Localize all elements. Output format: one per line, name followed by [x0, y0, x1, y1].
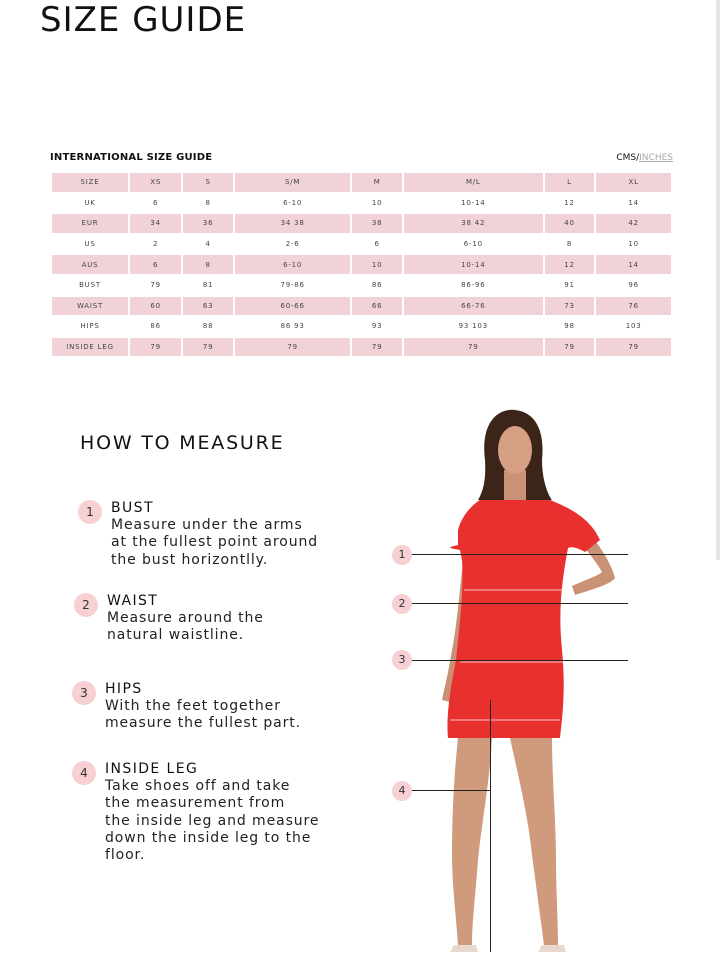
size-cell: 79 — [545, 338, 595, 357]
size-cell: 66-76 — [404, 297, 543, 316]
size-cell: 6 — [130, 255, 181, 274]
size-cell: XL — [596, 173, 671, 192]
size-cell: 81 — [183, 276, 233, 295]
size-cell: 10-14 — [404, 255, 543, 274]
size-cell: 79 — [235, 338, 350, 357]
hips-guide-line — [412, 660, 628, 661]
size-cell: 8 — [545, 235, 595, 254]
size-cell: M — [352, 173, 402, 192]
size-cell: 6-10 — [235, 194, 350, 213]
step-heading: BUST — [111, 500, 154, 516]
figure-marker-bust: 1 — [392, 545, 412, 565]
size-cell: XS — [130, 173, 181, 192]
size-cell: 34 38 — [235, 214, 350, 233]
model-illustration — [380, 400, 680, 960]
size-cell: 79 — [130, 338, 181, 357]
size-cell: 79 — [352, 338, 402, 357]
row-label: EUR — [52, 214, 128, 233]
size-cell: 86-96 — [404, 276, 543, 295]
size-cell: L — [545, 173, 595, 192]
row-label: UK — [52, 194, 128, 213]
step-number-badge: 1 — [78, 500, 102, 524]
size-cell: 40 — [545, 214, 595, 233]
size-cell: 12 — [545, 255, 595, 274]
size-cell: 76 — [596, 297, 671, 316]
size-table — [50, 171, 673, 358]
size-cell: M/L — [404, 173, 543, 192]
size-cell: 98 — [545, 317, 595, 336]
size-cell: 6 — [130, 194, 181, 213]
row-label: INSIDE LEG — [52, 338, 128, 357]
size-cell: 8 — [183, 194, 233, 213]
waist-guide-line — [412, 603, 628, 604]
size-cell: 2-6 — [235, 235, 350, 254]
step-number-badge: 2 — [74, 593, 98, 617]
step-number-badge: 3 — [72, 681, 96, 705]
size-cell: 86 — [130, 317, 181, 336]
size-cell: 42 — [596, 214, 671, 233]
model-figure — [380, 400, 680, 960]
size-cell: 93 103 — [404, 317, 543, 336]
red-dress — [447, 500, 600, 738]
size-row-eur — [52, 214, 671, 233]
size-cell: 103 — [596, 317, 671, 336]
size-row-inside-leg — [52, 338, 671, 357]
step-description: Measure under the arms at the fullest point around the bust horizontlly. — [111, 517, 319, 568]
step-heading: WAIST — [107, 593, 159, 609]
figure-marker-waist: 2 — [392, 594, 412, 614]
size-cell: 96 — [596, 276, 671, 295]
size-cell: 79 — [130, 276, 181, 295]
size-cell: S/M — [235, 173, 350, 192]
bust-guide-line — [412, 554, 628, 555]
size-cell: 79 — [596, 338, 671, 357]
unit-cms[interactable]: CMS — [616, 153, 637, 163]
size-cell: 14 — [596, 255, 671, 274]
row-label: HIPS — [52, 317, 128, 336]
figure-marker-inside-leg: 4 — [392, 781, 412, 801]
size-cell: 86 93 — [235, 317, 350, 336]
size-cell: 60-66 — [235, 297, 350, 316]
figure-marker-hips: 3 — [392, 650, 412, 670]
row-label: US — [52, 235, 128, 254]
size-cell: 79 — [183, 338, 233, 357]
size-cell: 14 — [596, 194, 671, 213]
step-heading: INSIDE LEG — [105, 761, 199, 777]
size-cell: 86 — [352, 276, 402, 295]
size-row-aus — [52, 255, 671, 274]
row-label: WAIST — [52, 297, 128, 316]
inside-leg-guide-line — [412, 790, 490, 791]
size-cell: 93 — [352, 317, 402, 336]
row-label: AUS — [52, 255, 128, 274]
size-cell: 6 — [352, 235, 402, 254]
size-cell: 79 — [404, 338, 543, 357]
unit-separator: / — [636, 153, 640, 163]
size-cell: 73 — [545, 297, 595, 316]
size-cell: 6-10 — [235, 255, 350, 274]
step-heading: HIPS — [105, 681, 143, 697]
size-cell: 63 — [183, 297, 233, 316]
size-cell: 12 — [545, 194, 595, 213]
size-cell: 66 — [352, 297, 402, 316]
size-cell: 38 42 — [404, 214, 543, 233]
size-cell: 4 — [183, 235, 233, 254]
size-cell: 60 — [130, 297, 181, 316]
size-cell: 10 — [596, 235, 671, 254]
size-cell: 2 — [130, 235, 181, 254]
inside-leg-vertical-line — [490, 700, 491, 952]
size-row-waist — [52, 297, 671, 316]
size-row-uk — [52, 194, 671, 213]
step-description: With the feet together measure the fullest part. — [105, 698, 302, 732]
step-number-badge: 4 — [72, 761, 96, 785]
size-row-us — [52, 235, 671, 254]
page-title: SIZE GUIDE — [40, 0, 247, 40]
size-cell: 10-14 — [404, 194, 543, 213]
scrollbar[interactable] — [716, 0, 720, 560]
size-row-size — [52, 173, 671, 192]
size-cell: 10 — [352, 194, 402, 213]
row-label: SIZE — [52, 173, 128, 192]
size-row-bust — [52, 276, 671, 295]
how-to-measure-title: HOW TO MEASURE — [80, 432, 285, 454]
size-cell: S — [183, 173, 233, 192]
unit-inches[interactable]: INCHES — [639, 153, 673, 163]
size-cell: 38 — [352, 214, 402, 233]
size-cell: 91 — [545, 276, 595, 295]
step-description: Take shoes off and take the measurement from the inside leg and measure down the inside leg to the floor. — [105, 778, 320, 864]
size-cell: 10 — [352, 255, 402, 274]
size-cell: 88 — [183, 317, 233, 336]
table-title: INTERNATIONAL SIZE GUIDE — [50, 152, 213, 163]
size-cell: 79-86 — [235, 276, 350, 295]
size-cell: 8 — [183, 255, 233, 274]
step-description: Measure around the natural waistline. — [107, 610, 264, 644]
unit-toggle[interactable] — [616, 153, 673, 163]
size-row-hips — [52, 317, 671, 336]
size-cell: 6-10 — [404, 235, 543, 254]
size-cell: 34 — [130, 214, 181, 233]
row-label: BUST — [52, 276, 128, 295]
size-cell: 36 — [183, 214, 233, 233]
